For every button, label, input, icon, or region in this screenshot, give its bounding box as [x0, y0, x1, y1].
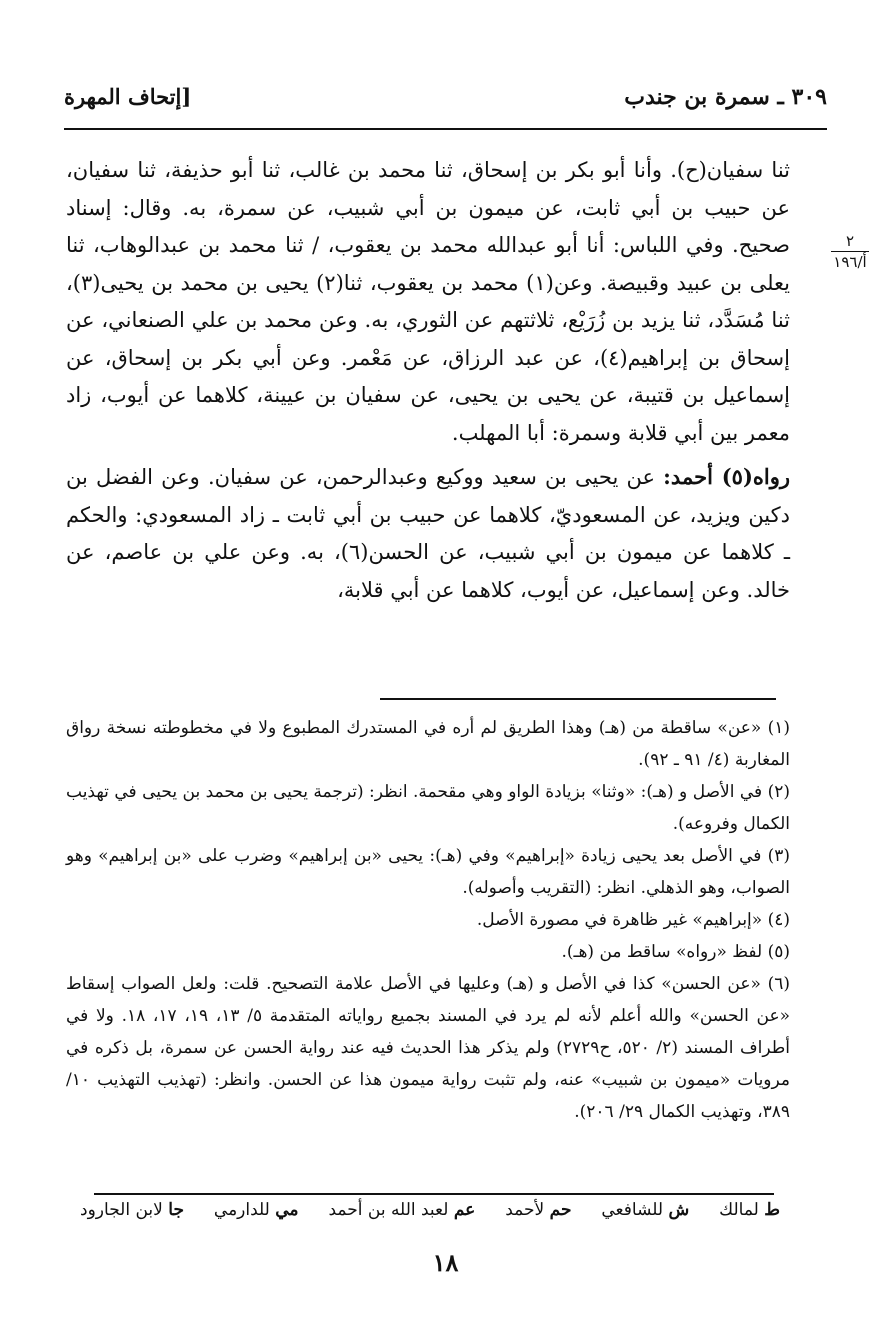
paragraph-text: عن يحيى بن سعيد ووكيع وعبدالرحمن، عن سفيان. وعن الفضل بن دكين ويزيد، عن المسعوديّ، كلاهما عن حبيب بن أبي ثابت ـ زاد المسعودي: والحكم ـ كلاهما عن ميمون بن أبي شبيب، عن الحسن(٦)، به. وعن علي بن عاصم، عن خالد. وعن إسماعيل، عن أيوب، كلاهما عن أبي قلابة،	[66, 465, 791, 602]
abbreviation-item: عم لعبد الله بن أحمد	[328, 1200, 476, 1220]
book-title: [إتحاف المهرة	[64, 84, 192, 109]
main-text	[66, 152, 790, 609]
footnote-6: (٦) «عن الحسن» كذا في الأصل و (هـ) وعليها في الأصل علامة التصحيح. قلت: ولعل الصواب إسقاط «عن الحسن» والله أعلم لأنه لم يرد في المسند بجميع رواياته المتقدمة ٥/ ١٣، ١٩، ١٧، ١٨. ولا في أطراف المسند (٢/ ٥٢٠، ح٢٧٢٩) ولم يذكر هذا الحديث فيه عند رواية الحسن عن سمرة، بل ذكره في مرويات «ميمون بن شبيب» عنه، ولم تثبت رواية ميمون هذا عن الحسن. وانظر: (تهذيب التهذيب ١٠/ ٣٨٩، وتهذيب الكمال ٢٩/ ٢٠٦).	[66, 974, 790, 1122]
page-number: ١٨	[432, 1248, 459, 1277]
abbreviation-item: ط لمالك	[719, 1200, 780, 1220]
footnote-3: (٣) في الأصل بعد يحيى زيادة «إبراهيم» وفي (هـ): يحيى «بن إبراهيم» وضرب على «بن إبراهيم» وهو الصواب، وهو الذهلي. انظر: (التقريب وأصوله).	[66, 846, 790, 898]
abbreviation-item: مي للدارمي	[213, 1200, 299, 1220]
folio-divider	[831, 251, 869, 252]
abbreviations-key	[80, 1200, 780, 1220]
chapter-title: ٣٠٩ ـ سمرة بن جندب	[624, 84, 827, 110]
footnote-5: (٥) لفظ «رواه» ساقط من (هـ).	[561, 942, 790, 962]
footnotes	[66, 712, 790, 1128]
abbreviation-item: ش للشافعي	[601, 1200, 690, 1220]
page-header	[64, 84, 827, 124]
paragraph-lead: رواه(٥) أحمد:	[663, 464, 790, 489]
body-paragraph-1: ثنا سفيان(ح). وأنا أبو بكر بن إسحاق، ثنا محمد بن غالب، ثنا أبو حذيفة، ثنا سفيان، عن حبيب بن أبي ثابت، عن ميمون بن أبي شبيب، عن سمرة، به. وقال: إسناد صحيح. وفي اللباس: أنا أبو عبدالله محمد بن يعقوب، / ثنا محمد بن عبدالوهاب، ثنا يعلى بن عبيد وقبيصة. وعن(١) محمد بن يعقوب، ثنا(٢) يحيى بن محمد بن يحيى(٣)، ثنا مُسَدَّد، ثنا يزيد بن زُرَيْع، ثلاثتهم عن الثوري، به. وعن محمد بن علي الصنعاني، عن إسحاق بن إبراهيم(٤)، عن عبد الرزاق، عن مَعْمر. وعن أبي بكر بن إسحاق، عن إسماعيل بن قتيبة، عن يحيى بن يحيى، عن سفيان بن عيينة، كلاهما عن أيوب، زاد معمر بين أبي قلابة وسمرة: أبا المهلب.	[66, 158, 790, 445]
folio-reference: أ/١٩٦	[833, 253, 867, 271]
folio-number: ٢	[845, 232, 855, 250]
abbreviations-divider	[94, 1193, 774, 1195]
footnote-1: (١) «عن» ساقطة من (هـ) وهذا الطريق لم أره في المستدرك المطبوع ولا في مخطوطته نسخة رواق المغاربة (٤/ ٩١ ـ ٩٢).	[66, 718, 790, 770]
header-divider	[64, 128, 827, 130]
footnote-2: (٢) في الأصل و (هـ): «وثنا» بزيادة الواو وهي مقحمة. انظر: (ترجمة يحيى بن محمد بن يحيى في تهذيب الكمال وفروعه).	[66, 782, 790, 834]
footnote-divider	[380, 698, 776, 700]
abbreviation-item: جا لابن الجارود	[80, 1200, 184, 1220]
body-paragraph-2	[66, 458, 790, 609]
manuscript-folio-note	[827, 232, 873, 271]
abbreviation-item: حم لأحمد	[505, 1200, 572, 1220]
footnote-4: (٤) «إبراهيم» غير ظاهرة في مصورة الأصل.	[476, 910, 790, 930]
